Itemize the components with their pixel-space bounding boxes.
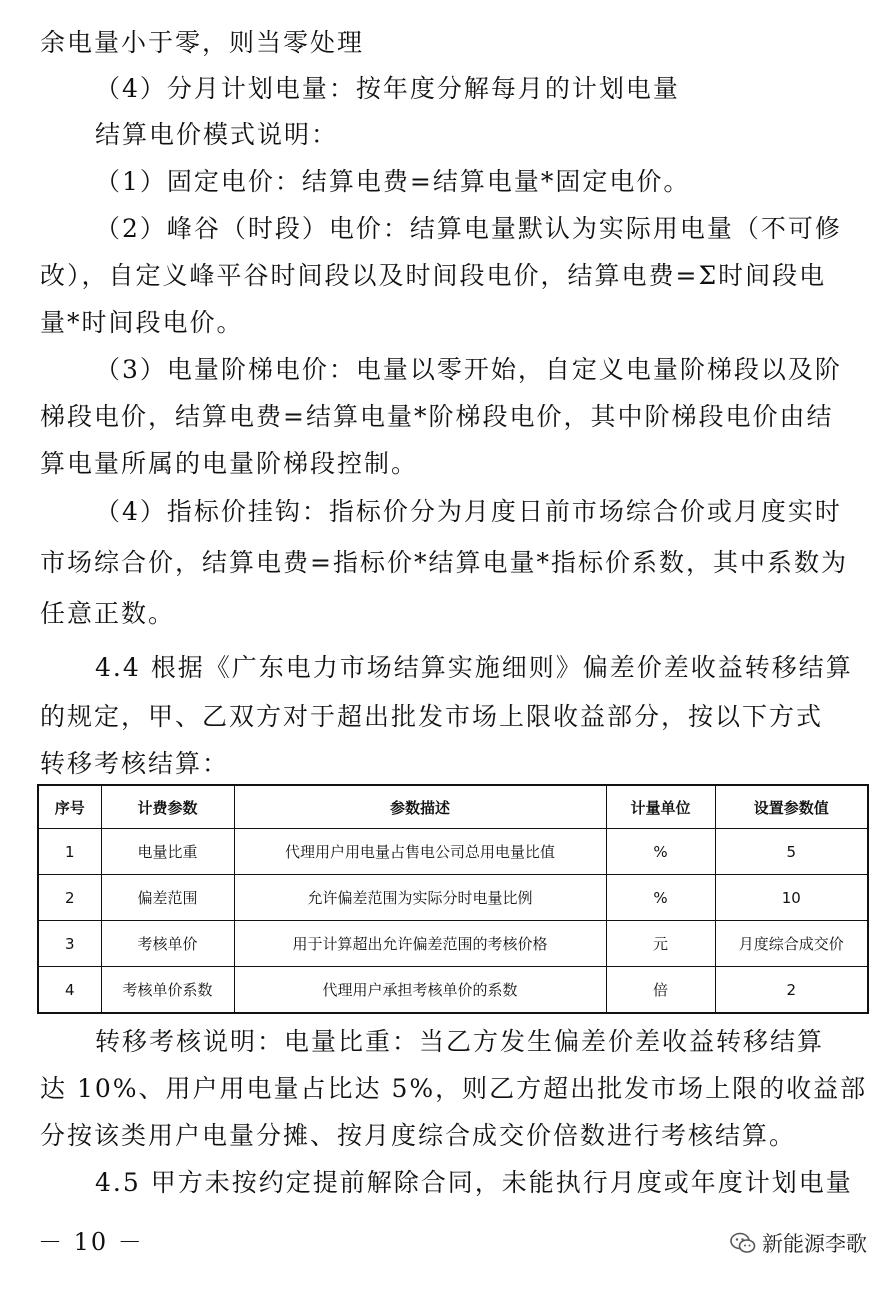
cell-description: 代理用户用电量占售电公司总用电量比值 bbox=[234, 829, 606, 875]
cell-unit: 倍 bbox=[606, 967, 715, 1014]
cell-description: 允许偏差范围为实际分时电量比例 bbox=[234, 875, 606, 921]
cell-index: 2 bbox=[38, 875, 101, 921]
header-value: 设置参数值 bbox=[715, 785, 868, 829]
paragraph-line: 4.4 根据《广东电力市场结算实施细则》偏差价差收益转移结算 bbox=[95, 653, 853, 682]
paragraph-line: （4）指标价挂钩：指标价分为月度日前市场综合价或月度实时 bbox=[95, 497, 842, 526]
cell-unit: % bbox=[606, 875, 715, 921]
paragraph-line: （3）电量阶梯电价：电量以零开始，自定义电量阶梯段以及阶 bbox=[95, 355, 842, 384]
paragraph-line: 结算电价模式说明： bbox=[95, 120, 339, 149]
watermark bbox=[730, 1228, 867, 1258]
header-unit: 计量单位 bbox=[606, 785, 715, 829]
table-row bbox=[38, 921, 868, 967]
cell-description: 代理用户承担考核单价的系数 bbox=[234, 967, 606, 1014]
paragraph-line: 分按该类用户电量分摊、按月度综合成交价倍数进行考核结算。 bbox=[40, 1121, 797, 1150]
cell-index: 1 bbox=[38, 829, 101, 875]
cell-description: 用于计算超出允许偏差范围的考核价格 bbox=[234, 921, 606, 967]
paragraph-line: 的规定，甲、乙双方对于超出批发市场上限收益部分，按以下方式 bbox=[40, 702, 824, 731]
wechat-icon bbox=[730, 1232, 756, 1254]
watermark-text: 新能源李歌 bbox=[762, 1232, 867, 1256]
paragraph-line: 量*时间段电价。 bbox=[40, 308, 244, 337]
header-description: 参数描述 bbox=[234, 785, 606, 829]
fee-parameter-table bbox=[37, 784, 869, 1014]
paragraph-line: （1）固定电价：结算电费=结算电量*固定电价。 bbox=[95, 167, 691, 196]
cell-value: 月度综合成交价 bbox=[715, 921, 868, 967]
header-parameter: 计费参数 bbox=[101, 785, 234, 829]
paragraph-line: 梯段电价，结算电费=结算电量*阶梯段电价，其中阶梯段电价由结 bbox=[40, 402, 834, 431]
paragraph-line: 算电量所属的电量阶梯段控制。 bbox=[40, 449, 419, 478]
paragraph-line: 4.5 甲方未按约定提前解除合同，未能执行月度或年度计划电量 bbox=[95, 1168, 853, 1197]
paragraph-line: （2）峰谷（时段）电价：结算电量默认为实际用电量（不可修 bbox=[95, 214, 842, 243]
cell-parameter: 考核单价系数 bbox=[101, 967, 234, 1014]
table-row bbox=[38, 967, 868, 1014]
cell-parameter: 偏差范围 bbox=[101, 875, 234, 921]
cell-value: 2 bbox=[715, 967, 868, 1014]
paragraph-line: 转移考核说明：电量比重：当乙方发生偏差价差收益转移结算 bbox=[95, 1027, 825, 1056]
cell-index: 4 bbox=[38, 967, 101, 1014]
cell-unit: % bbox=[606, 829, 715, 875]
table-header-row bbox=[38, 785, 868, 829]
paragraph-line: 转移考核结算： bbox=[40, 749, 230, 778]
paragraph-line: 改），自定义峰平谷时间段以及时间段电价，结算电费=Σ时间段电 bbox=[40, 261, 827, 290]
paragraph-line: 任意正数。 bbox=[40, 599, 176, 628]
paragraph-line: 达 10%、用户用电量占比达 5%，则乙方超出批发市场上限的收益部 bbox=[40, 1074, 868, 1103]
paragraph-line: 余电量小于零，则当零处理 bbox=[40, 28, 365, 57]
cell-value: 5 bbox=[715, 829, 868, 875]
paragraph-line: （4）分月计划电量：按年度分解每月的计划电量 bbox=[95, 74, 680, 103]
page-number: － 10 － bbox=[38, 1228, 144, 1256]
table-row bbox=[38, 875, 868, 921]
cell-parameter: 电量比重 bbox=[101, 829, 234, 875]
cell-index: 3 bbox=[38, 921, 101, 967]
cell-value: 10 bbox=[715, 875, 868, 921]
table-row bbox=[38, 829, 868, 875]
cell-unit: 元 bbox=[606, 921, 715, 967]
paragraph-line: 市场综合价，结算电费=指标价*结算电量*指标价系数，其中系数为 bbox=[40, 548, 848, 577]
cell-parameter: 考核单价 bbox=[101, 921, 234, 967]
header-index: 序号 bbox=[38, 785, 101, 829]
